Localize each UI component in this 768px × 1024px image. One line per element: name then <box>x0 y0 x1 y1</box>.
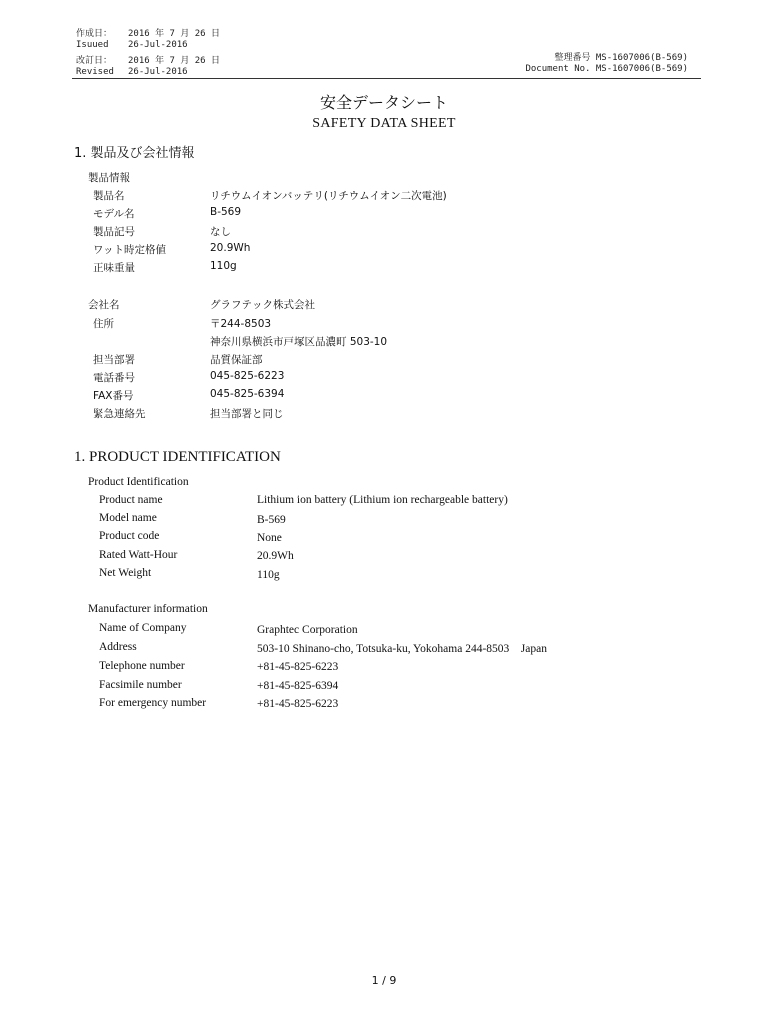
jp-company-label: 住所 <box>93 318 114 330</box>
en-product-label: Product name <box>99 494 163 506</box>
jp-company-value: 品質保証部 <box>210 354 263 366</box>
issued-en-label: Isuued <box>76 40 109 50</box>
jp-company-label: FAX番号 <box>93 390 134 402</box>
page-title-jp: 安全データシート <box>319 93 448 112</box>
jp-product-label: 製品記号 <box>93 226 135 238</box>
issued-jp-label: 作成日： <box>76 29 113 39</box>
jp-company-heading: 会社名 <box>88 299 120 311</box>
doc-no-en: Document No. MS-1607006(B-569) <box>525 64 688 74</box>
en-manufacturer-value: +81-45-825-6223 <box>257 698 339 710</box>
jp-section-heading: 1. 製品及び会社情報 <box>74 146 195 161</box>
revised-jp-label: 改訂日： <box>76 56 113 66</box>
en-manufacturer-label: Telephone number <box>99 660 185 672</box>
document-number <box>525 53 688 75</box>
en-product-label: Product code <box>99 530 160 542</box>
en-manufacturer-value: +81-45-825-6223 <box>257 661 339 673</box>
en-manufacturer-heading: Manufacturer information <box>88 603 208 615</box>
jp-product-heading: 製品情報 <box>88 172 130 184</box>
revised-en-label: Revised <box>76 67 114 77</box>
jp-company-value: 045-825-6223 <box>210 370 285 382</box>
en-manufacturer-label: Facsimile number <box>99 679 182 691</box>
en-manufacturer-value: +81-45-825-6394 <box>257 680 339 692</box>
header-divider <box>72 78 701 79</box>
jp-company-value: 045-825-6394 <box>210 388 285 400</box>
jp-company-value: 〒244-8503 <box>210 318 272 330</box>
en-product-label: Rated Watt-Hour <box>99 549 178 561</box>
en-product-value: B-569 <box>257 514 286 526</box>
jp-product-value: なし <box>210 226 231 238</box>
jp-product-label: 製品名 <box>93 190 125 202</box>
jp-company-label: 担当部署 <box>93 354 135 366</box>
en-product-label: Net Weight <box>99 567 152 579</box>
jp-product-label: モデル名 <box>93 208 135 220</box>
jp-company-label: 緊急連絡先 <box>93 408 146 420</box>
issued-group <box>76 29 220 51</box>
en-product-value: None <box>257 532 282 544</box>
en-product-heading: Product Identification <box>88 476 189 488</box>
header-dates <box>76 29 220 83</box>
jp-company-value: 担当部署と同じ <box>210 408 284 420</box>
jp-product-label: ワット時定格値 <box>93 244 166 256</box>
page-title-en: SAFETY DATA SHEET <box>312 116 456 131</box>
en-manufacturer-value: Graphtec Corporation <box>257 624 358 636</box>
en-product-value: 20.9Wh <box>257 550 294 562</box>
jp-product-value: 20.9Wh <box>210 242 251 254</box>
en-section-heading: 1. PRODUCT IDENTIFICATION <box>74 449 281 465</box>
issued-jp-value: 2016 年 7 月 26 日 <box>128 29 221 39</box>
page-number: 1 / 9 <box>371 974 397 987</box>
en-product-value: 110g <box>257 569 280 581</box>
jp-company-label: 電話番号 <box>93 372 135 384</box>
jp-company-value: 神奈川県横浜市戸塚区品濃町 503-10 <box>210 336 388 348</box>
en-manufacturer-value: 503-10 Shinano-cho, Totsuka-ku, Yokohama 244-8503 Japan <box>257 643 547 655</box>
doc-no-jp: 整理番号 MS-1607006(B-569) <box>554 53 688 63</box>
en-manufacturer-label: Name of Company <box>99 622 187 634</box>
jp-product-value: 110g <box>210 260 237 272</box>
issued-en-value: 26-Jul-2016 <box>128 40 188 50</box>
jp-product-value: リチウムイオンバッテリ(リチウムイオン二次電池) <box>210 190 447 202</box>
jp-company-value: グラフテック株式会社 <box>210 299 315 311</box>
en-product-label: Model name <box>99 512 157 524</box>
revised-en-value: 26-Jul-2016 <box>128 67 188 77</box>
jp-product-label: 正味重量 <box>93 262 135 274</box>
en-manufacturer-label: For emergency number <box>99 697 207 709</box>
en-product-value: Lithium ion battery (Lithium ion rechargeable battery) <box>257 494 508 506</box>
revised-group <box>76 56 220 78</box>
en-manufacturer-label: Address <box>99 641 137 653</box>
jp-product-value: B-569 <box>210 206 242 218</box>
revised-jp-value: 2016 年 7 月 26 日 <box>128 56 221 66</box>
